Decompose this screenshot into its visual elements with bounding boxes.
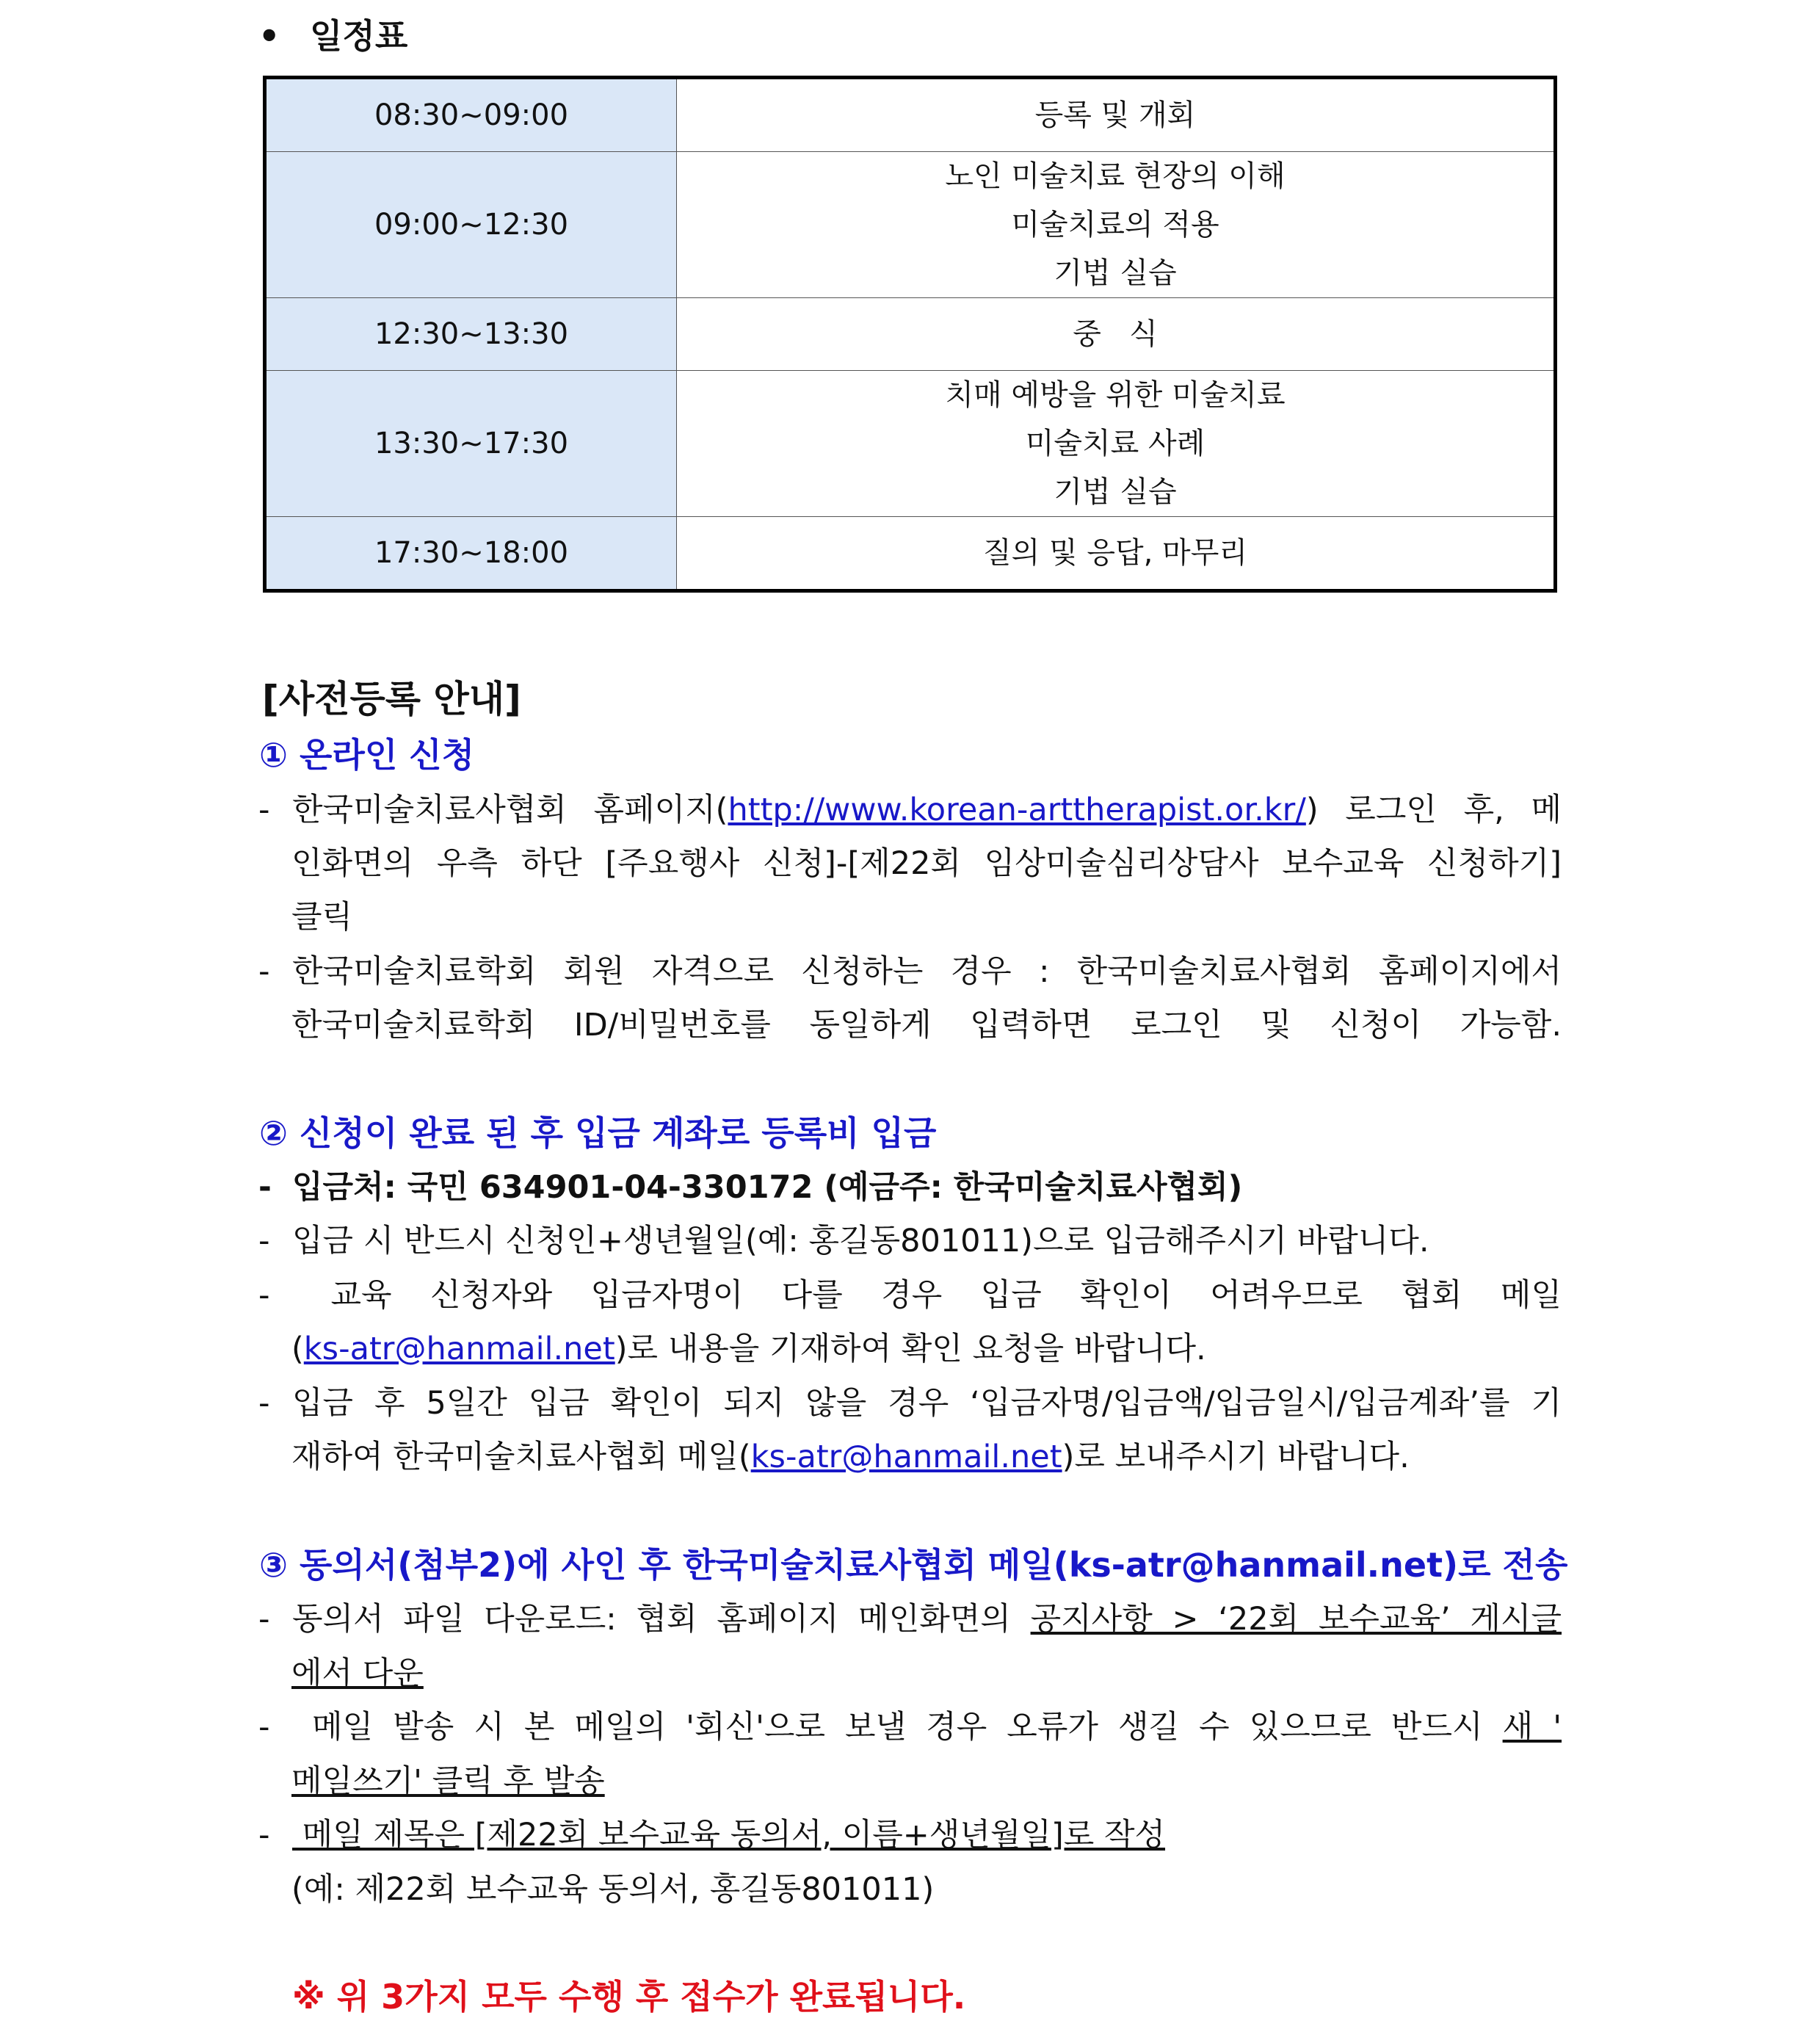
activity-line: 질의 및 응답, 마무리: [983, 536, 1247, 570]
step3-item1: [258, 1593, 1562, 1646]
step1-item1-line2: 인화면의 우측 하단 [주요행사 신청]-[제22회 임상미술심리상담사 보수교육 신청하기]: [291, 845, 1562, 882]
dash: -: [258, 1277, 270, 1314]
activity-line: 기법 실습: [1054, 256, 1177, 290]
schedule-time: 13:30~17:30: [265, 371, 677, 517]
step1-item1: [258, 784, 1562, 837]
step2-note1-text: 입금 시 반드시 신청인+생년월일(예: 홍길동801011)으로 입금해주시기 바랍니다.: [292, 1223, 1429, 1259]
activity-line: 등록 및 개회: [1034, 98, 1196, 132]
account-info: [258, 1161, 1562, 1215]
dash: -: [258, 1169, 272, 1206]
step3-item1-line2: 에서 다운: [291, 1655, 424, 1692]
final-notice: ※ 위 3가지 모두 수행 후 접수가 완료됩니다.: [292, 1977, 966, 2017]
registration-title: [사전등록 안내]: [262, 678, 521, 720]
step2-note2-rest: )로 내용을 기재하여 확인 요청을 바랍니다.: [614, 1331, 1206, 1367]
step2-note3-text2: 재하여 한국미술치료사협회 메일(: [291, 1439, 751, 1475]
step3-item3-text: 메일 제목은 [제22회 보수교육 동의서, 이름+생년월일]로 작성: [292, 1817, 1166, 1853]
schedule-heading: [258, 7, 407, 65]
schedule-table: [263, 76, 1557, 593]
schedule-row: [265, 152, 1556, 298]
notice-board-path: 공지사항 > ‘22회 보수교육’ 게시글: [1030, 1601, 1562, 1638]
step3-item3-example: (예: 제22회 보수교육 동의서, 홍길동801011): [291, 1871, 935, 1908]
step2-note3: [258, 1377, 1562, 1431]
step3-item1-text: 동의서 파일 다운로드: 협회 홈페이지 메인화면의: [292, 1601, 1031, 1638]
schedule-activity: [677, 78, 1556, 152]
bullet-icon: •: [258, 16, 280, 56]
step1-item1-line3: 클릭: [291, 899, 353, 936]
dash: -: [258, 1817, 270, 1853]
activity-line: 중 식: [1073, 317, 1158, 351]
step2-note2: [258, 1269, 1562, 1323]
schedule-row: [265, 298, 1556, 371]
step3-item2-line2: 메일쓰기' 클릭 후 발송: [291, 1763, 605, 1800]
dash: -: [258, 1709, 270, 1746]
dash: -: [258, 1223, 270, 1259]
activity-line: 미술치료 사례: [1025, 427, 1206, 460]
schedule-time: 17:30~18:00: [265, 517, 677, 591]
activity-line: 기법 실습: [1054, 475, 1177, 509]
email-link[interactable]: ks-atr@hanmail.net: [750, 1439, 1062, 1475]
schedule-row: [265, 78, 1556, 152]
step1-heading: ① 온라인 신청: [259, 735, 475, 775]
step2-note2-text: 교육 신청자와 입금자명이 다를 경우 입금 확인이 어려우므로 협회 메일: [292, 1277, 1562, 1314]
schedule-title: 일정표: [310, 16, 408, 56]
step2-note3-rest: )로 보내주시기 바랍니다.: [1062, 1439, 1410, 1475]
schedule-time: 09:00~12:30: [265, 152, 677, 298]
dash: -: [258, 1385, 270, 1422]
step3-heading: ③ 동의서(첨부2)에 사인 후 한국미술치료사협회 메일(ks-atr@hanmail.net)로 전송: [259, 1545, 1568, 1585]
schedule-activity: [677, 517, 1556, 591]
schedule-row: [265, 371, 1556, 517]
step3-item2-text: 메일 발송 시 본 메일의 '회신'으로 보낼 경우 오류가 생길 수 있으므로 반드시: [292, 1709, 1503, 1746]
schedule-time: 08:30~09:00: [265, 78, 677, 152]
step2-heading: ② 신청이 완료 된 후 입금 계좌로 등록비 입금: [259, 1113, 937, 1153]
step3-item3: [258, 1809, 1562, 1862]
schedule-activity: [677, 298, 1556, 371]
step1-item2-text: 한국미술치료학회 회원 자격으로 신청하는 경우 : 한국미술치료사협회 홈페이지에서: [292, 953, 1562, 990]
paren: (: [291, 1331, 304, 1367]
step2-note2-line2: [291, 1323, 1562, 1376]
step1-item1-text: 한국미술치료사협회 홈페이지(: [292, 792, 728, 828]
schedule-activity: [677, 371, 1556, 517]
activity-line: 미술치료의 적용: [1011, 208, 1219, 242]
schedule-activity: [677, 152, 1556, 298]
activity-line: 치매 예방을 위한 미술치료: [945, 378, 1286, 412]
email-link[interactable]: ks-atr@hanmail.net: [303, 1331, 615, 1367]
step1-item2: [258, 945, 1562, 999]
step2-note3-line2: [291, 1431, 1562, 1484]
schedule-time: 12:30~13:30: [265, 298, 677, 371]
step1-item2-line2: 한국미술치료학회 ID/비밀번호를 동일하게 입력하면 로그인 및 신청이 가능함.: [291, 1007, 1562, 1044]
homepage-link[interactable]: http://www.korean-arttherapist.or.kr/: [728, 792, 1306, 828]
step3-item2-ul: 새 ': [1502, 1709, 1562, 1746]
step2-note1: [258, 1215, 1562, 1268]
step2-note3-text: 입금 후 5일간 입금 확인이 되지 않을 경우 ‘입금자명/입금액/입금일시/입금계좌’를 기: [292, 1385, 1562, 1422]
activity-line: 노인 미술치료 현장의 이해: [945, 159, 1286, 193]
dash: -: [258, 1601, 270, 1638]
dash: -: [258, 792, 270, 828]
step3-item2: [258, 1701, 1562, 1754]
account-text: 입금처: 국민 634901-04-330172 (예금주: 한국미술치료사협회): [292, 1169, 1243, 1206]
schedule-row: [265, 517, 1556, 591]
step1-item1-text-end: ) 로그인 후, 메: [1305, 792, 1562, 828]
dash: -: [258, 953, 270, 990]
